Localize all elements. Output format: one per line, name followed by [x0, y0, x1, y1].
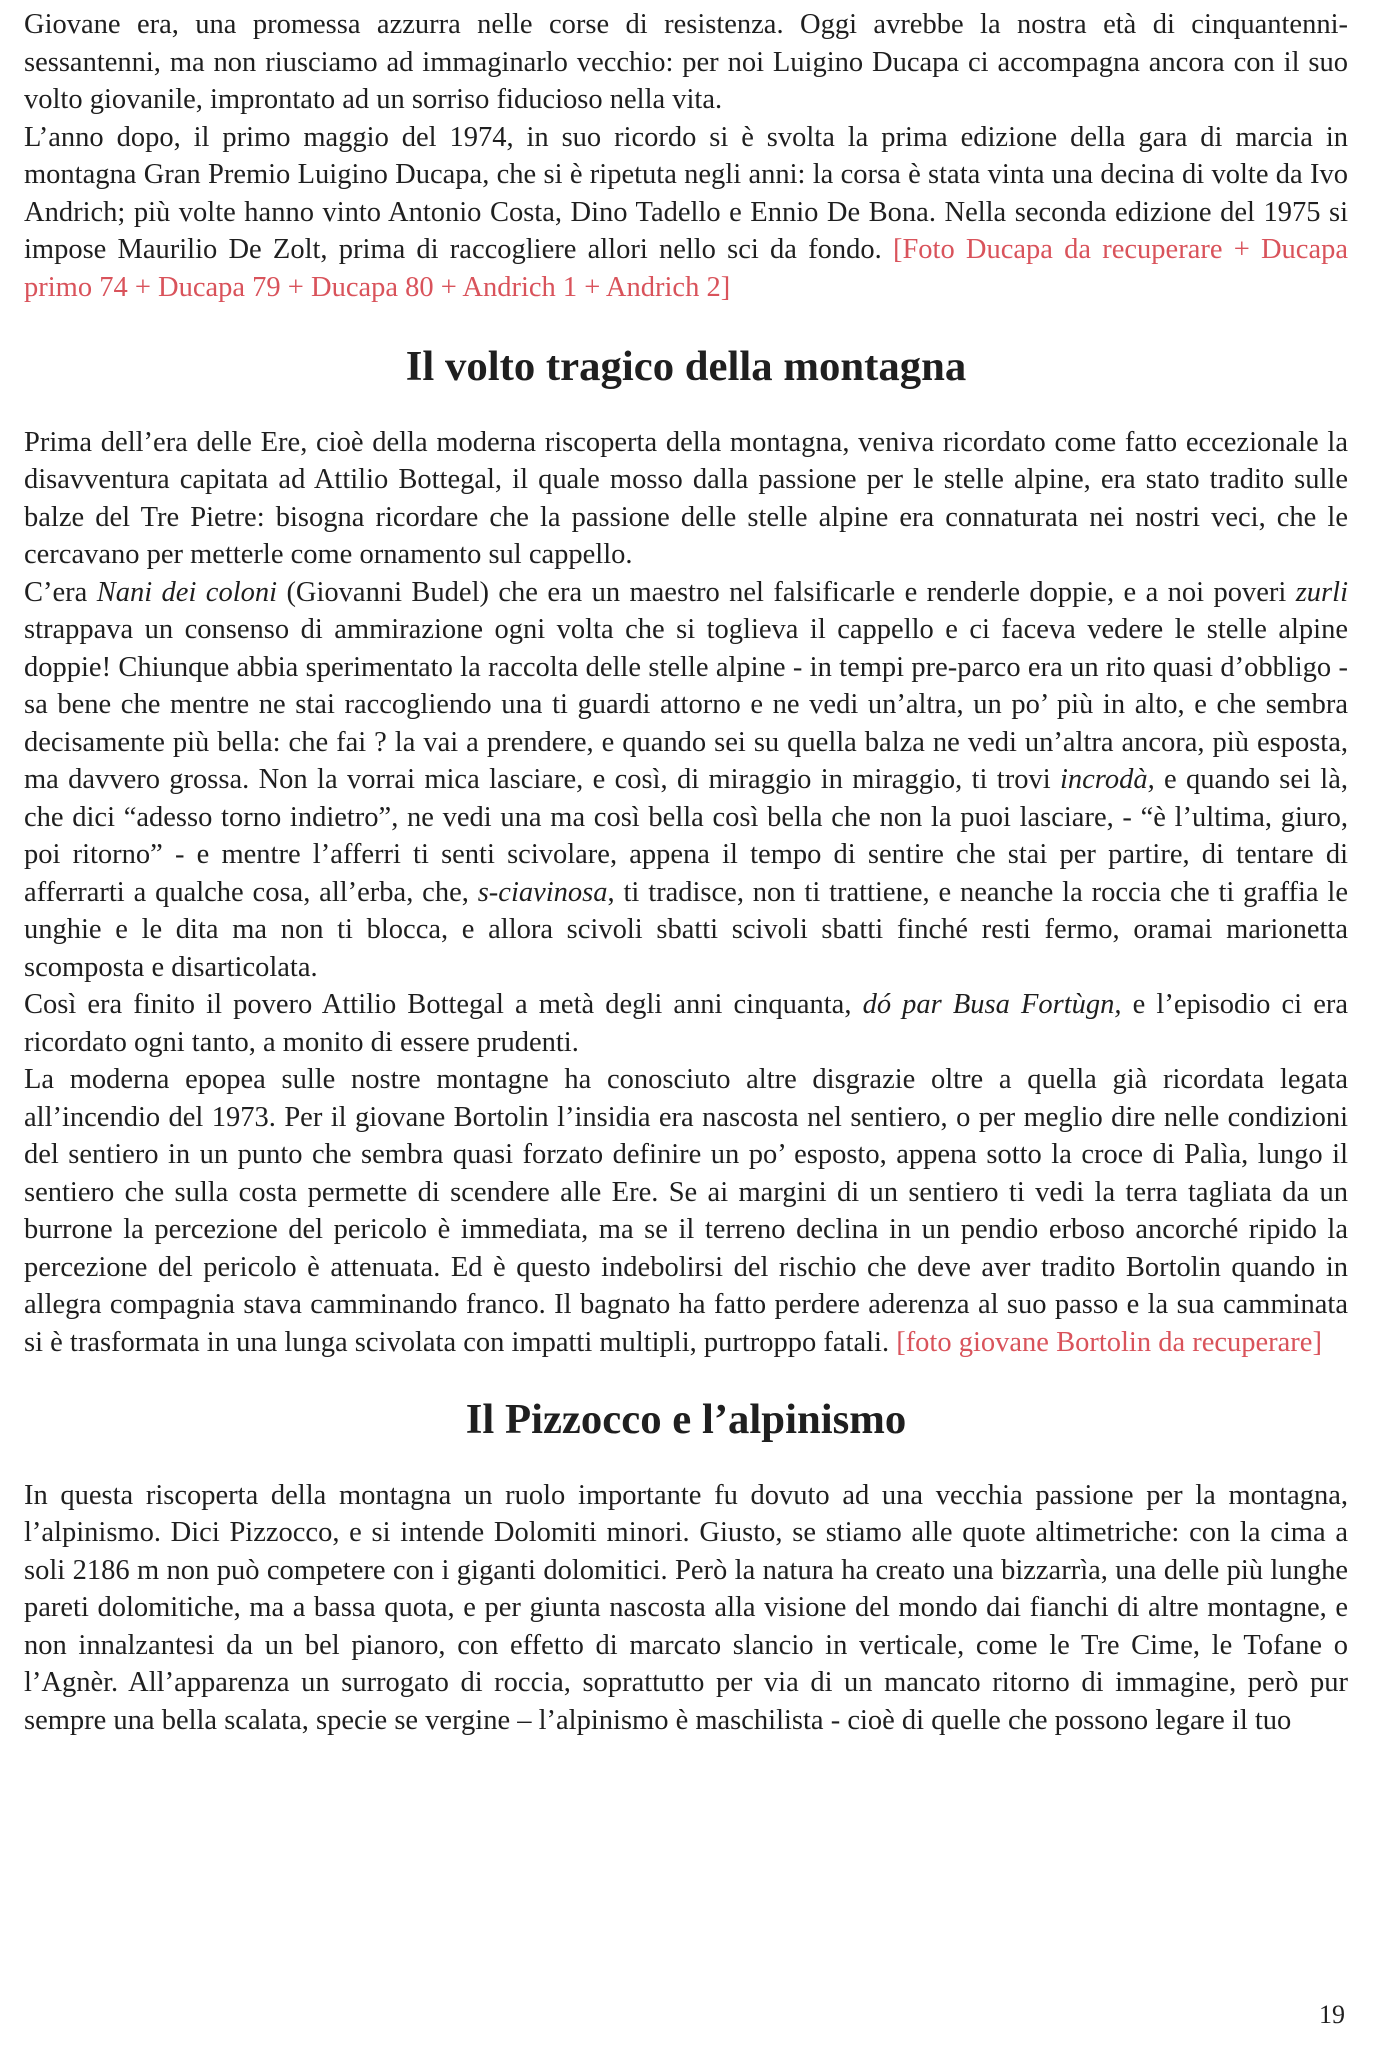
section-title-pizzocco: Il Pizzocco e l’alpinismo: [465, 1396, 907, 1443]
text-run: Così era finito il povero Attilio Bottegal a metà degli anni cinquanta,: [24, 989, 863, 1020]
document-page: [24, 6, 1348, 1739]
paragraph-bottegal-intro: Prima dell’era delle Ere, cioè della moderna riscoperta della montagna, veniva ricordato come fatto eccezionale la disavventura capitata ad Attilio Bottegal, il quale mosso dalla passione per le stelle alpine, era stato tradito sulle balze del Tre Pietre: bisogna ricordare che la passione delle stelle alpine era connaturata nei nostri veci, che le cercavano per metterle come ornamento sul cappello.: [24, 426, 1348, 570]
italic-term: zurli: [1295, 576, 1348, 608]
italic-term: incrodà,: [1059, 764, 1155, 795]
paragraph-ducapa-intro: Giovane era, una promessa azzurra nelle corse di resistenza. Oggi avrebbe la nostra età di cinquantenni- sessantenni, ma non riusciamo ad immaginarlo vecchio: per noi Luigino Ducapa ci accompagna ancora con il suo volto giovanile, improntato ad un sorriso fiducioso nella vita.: [24, 9, 1348, 115]
italic-term: dó par Busa Fortùgn,: [862, 989, 1122, 1020]
paragraph-text: L’anno dopo, il primo maggio del 1974, in suo ricordo si è svolta la prima edizione della gara di marcia in montagna Gran Premio Luigino Ducapa, che si è ripetuta negli anni: la corsa è stata vinta una decina di volte da Ivo Andrich; più volte hanno vinto Antonio Costa, Dino Tadello e Ennio De Bona. Nella seconda edizione del 1975 si impose Maurilio De Zolt, prima di raccogliere allori nello sci da fondo.: [24, 121, 1348, 265]
italic-term: Nani dei coloni: [96, 576, 278, 608]
paragraph-bortolin: [24, 1061, 1348, 1361]
text-run: strappava un consenso di ammirazione ogni volta che si toglieva il cappello e ci faceva vedere le stelle alpine doppie! Chiunque abbia sperimentato la raccolta delle stelle alpine - in tempi pre-parco era un rito quasi d’obbligo - sa bene che mentre ne stai raccogliendo una ti guardi attorno e ne vedi un’altra, un po’ più in alto, e che sembra decisamente più bella: che fai ? la vai a prendere, e quando sei su quella balza ne vedi un’altra ancora, più esposta, ma davvero grossa. Non la vorrai mica lasciare, e così, di miraggio in miraggio, ti trovi: [24, 614, 1348, 795]
text-run: (Giovanni Budel) che era un maestro nel falsificarle e renderle doppie, e a noi poveri: [277, 576, 1296, 608]
section-title-tragic-face: Il volto tragico della montagna: [405, 343, 967, 390]
paragraph-ducapa-race: [24, 119, 1348, 307]
photo-note: [Foto Ducapa da recuperare + Ducapa primo 74 + Ducapa 79 + Ducapa 80 + Andrich 1 + Andrich 2]: [24, 234, 1349, 303]
page-number: 19: [1319, 2000, 1345, 2029]
text-run: , ti tradisce, non ti trattiene, e neanche la roccia che ti graffia le unghie e le dita ma non ti blocca, e allora scivoli sbatti scivoli sbatti finché resti fermo, oramai marionetta scomposta e disarticolata.: [24, 876, 1348, 983]
paragraph-edelweiss: [24, 574, 1348, 987]
paragraph-pizzocco: In questa riscoperta della montagna un ruolo importante fu dovuto ad una vecchia passione per la montagna, l’alpinismo. Dici Pizzocco, e si intende Dolomiti minori. Giusto, se stiamo alle quote altimetriche: con la cima a soli 2186 m non può competere con i giganti dolomitici. Però la natura ha creato una bizzarrìa, una delle più lunghe pareti dolomitiche, ma a bassa quota, e per giunta nascosta alla visione del mondo dai fianchi di altre montagne, e non innalzantesi da un bel pianoro, con effetto di marcato slancio in verticale, come le Tre Cime, le Tofane o l’Agnèr. All’apparenza un surrogato di roccia, soprattutto per via di un mancato ritorno di immagine, però pur sempre una bella scalata, specie se vergine – l’alpinismo è maschilista - cioè di quelle che possono legare il tuo: [24, 1479, 1348, 1736]
photo-note: [foto giovane Bortolin da recuperare]: [896, 1326, 1322, 1358]
text-run: C’era: [24, 576, 97, 608]
italic-term: s-ciavinosa: [477, 876, 608, 908]
text-run: e l’episodio ci era ricordato ogni tanto, a monito di essere prudenti.: [24, 989, 1348, 1058]
paragraph-bottegal-end: [24, 986, 1348, 1061]
text-run: e quando sei là, che dici “adesso torno indietro”, ne vedi una ma così bella così bella che non la puoi lasciare, - “è l’ultima, giuro, poi ritorno” - e mentre l’afferri ti senti scivolare, appena il tempo di sentire che stai per partire, di tentare di afferrarti a qualche cosa, all’erba, che,: [24, 764, 1348, 908]
paragraph-text: La moderna epopea sulle nostre montagne ha conosciuto altre disgrazie oltre a quella già ricordata legata all’incendio del 1973. Per il giovane Bortolin l’insidia era nascosta nel sentiero, o per meglio dire nelle condizioni del sentiero in un punto che sembra quasi forzato definire un po’ esposto, appena sotto la croce di Palìa, lungo il sentiero che sulla costa permette di scendere alle Ere. Se ai margini di un sentiero ti vedi la terra tagliata da un burrone la percezione del pericolo è immediata, ma se il terreno declina in un pendio erboso ancorché ripido la percezione del pericolo è attenuata. Ed è questo indebolirsi del rischio che deve aver tradito Bortolin quando in allegra compagnia stava camminando franco. Il bagnato ha fatto perdere aderenza al suo passo e la sua camminata si è trasformata in una lunga scivolata con impatti multipli, purtroppo fatali.: [24, 1064, 1348, 1358]
